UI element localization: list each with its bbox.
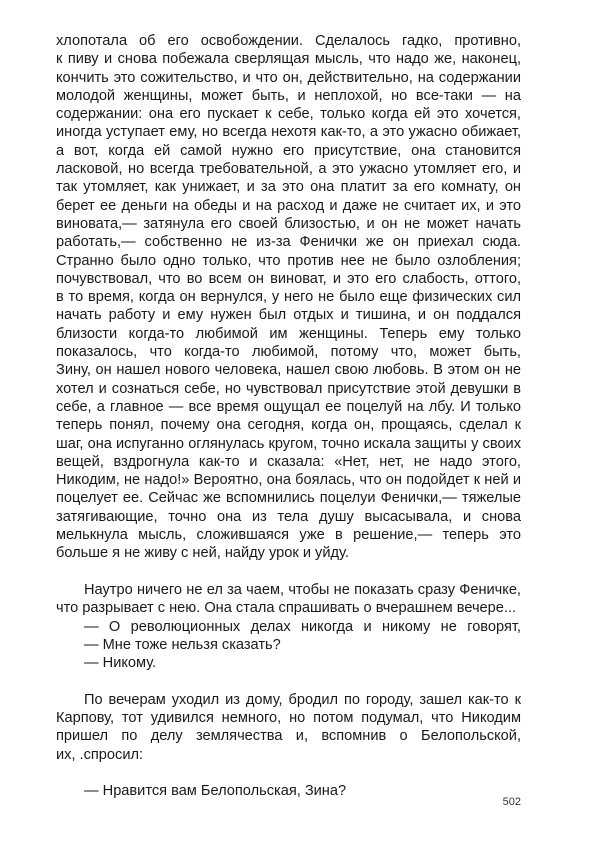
- text-line: Зину, он нашел нового человека, нашел свою любовь. В этом он не: [56, 362, 521, 379]
- dialogue-line: [56, 636, 521, 654]
- text-line: теперь понял, почему она сегодня, когда он, прощаясь, сделал к: [56, 417, 521, 434]
- text-line: затягивающие, точно она из тела душу высасывала, и снова: [56, 508, 521, 525]
- text-line: Карпову, тот удивился немного, но потом подумал, что Никодим: [56, 709, 521, 726]
- dialogue-line: [56, 618, 521, 636]
- text-line: пришел по делу землячества и, вспомнив о Белопольской,: [56, 728, 521, 745]
- text-line: показалось, что когда-то любимой, потому что, может быть,: [56, 344, 521, 361]
- text-line: — О революционных делах никогда и никому не говорят,: [84, 618, 521, 635]
- text-line: хотел и сознаться себе, но чувствовал присутствие этой девушки в: [56, 380, 521, 397]
- dialogue-line: [56, 654, 521, 672]
- page-body: [56, 32, 521, 819]
- dialogue-line: [56, 782, 521, 800]
- page-number: 502: [502, 796, 521, 808]
- text-line: иногда уступает ему, но всегда нехотя как-то, а это ужасно обижает,: [56, 124, 521, 141]
- text-line: шаг, она испуганно оглянулась кругом, точно искала защиты у своих: [56, 435, 521, 452]
- text-line: Никодим, не надо!» Вероятно, она боялась, что он подойдет к ней и: [56, 472, 521, 489]
- text-line: виновата,— затянула его своей близостью, и он не может начать: [56, 215, 521, 232]
- text-line: Странно было одно только, что против нее не было озлобления;: [56, 252, 521, 269]
- text-line: Наутро ничего не ел за чаем, чтобы не показать сразу Феничке,: [84, 581, 521, 598]
- text-line: близости когда-то любимой им женщины. Теперь ему только: [56, 325, 521, 342]
- text-line: к пиву и снова побежала сверлящая мысль, что надо же, наконец,: [56, 51, 521, 68]
- text-line: — Никому.: [84, 655, 157, 672]
- paragraph: [56, 581, 521, 618]
- text-line: в то время, когда он вернулся, у него не было еще физических сил: [56, 289, 521, 306]
- text-line: работать,— собственно не из-за Фенички же он приехал сюда.: [56, 234, 521, 251]
- text-line: больше я не живу с ней, найду урок и уйду.: [56, 545, 349, 562]
- text-line: что разрывает с нею. Она стала спрашивать о вчерашнем вечере...: [56, 600, 517, 617]
- text-line: кончить это сожительство, и что он, действительно, на содержании: [56, 69, 521, 86]
- text-line: так утомляет, как унижает, и за это она платит за его комнату, он: [56, 179, 521, 196]
- text-line: хлопотала об его освобождении. Сделалось гадко, противно,: [56, 33, 521, 49]
- paragraph: [56, 691, 521, 764]
- paragraph: [56, 32, 521, 563]
- text-line: молодой женщины, может быть, и неплохой, но все-таки — на: [56, 87, 521, 104]
- text-line: — Мне тоже нельзя сказать?: [84, 636, 281, 653]
- text-line: а вот, когда ей самой нужно его присутствие, она становится: [56, 142, 521, 159]
- text-line: вещей, вздрогнула как-то и сказала: «Нет, нет, не надо этого,: [56, 453, 521, 470]
- text-line: ласковой, но всегда требовательной, а это ужасно утомляет его, и: [56, 161, 521, 178]
- text-line: начать работу и ему нужен был отдых и тишина, и он поддался: [56, 307, 521, 324]
- text-line: По вечерам уходил из дому, бродил по городу, зашел как-то к: [84, 691, 521, 708]
- text-line: поцелует ее. Сейчас же вспомнились поцелуи Фенички,— тяжелые: [56, 490, 521, 507]
- text-line: содержании: она его пускает к себе, только когда ей это хочется,: [56, 106, 521, 123]
- text-line: — Нравится вам Белопольская, Зина?: [84, 783, 347, 800]
- text-line: их, .спросил:: [56, 746, 144, 763]
- text-line: почувствовал, что во всем он виноват, и это его слабость, оттого,: [56, 270, 521, 287]
- text-line: себе, а главное — все время ощущал ее поцелуй на лбу. И только: [56, 398, 521, 415]
- text-line: берет ее деньги на обеды и на расход и даже не считает их, и это: [56, 197, 521, 214]
- text-line: мелькнула мысль, сложившаяся уже в решение,— теперь это: [56, 527, 521, 544]
